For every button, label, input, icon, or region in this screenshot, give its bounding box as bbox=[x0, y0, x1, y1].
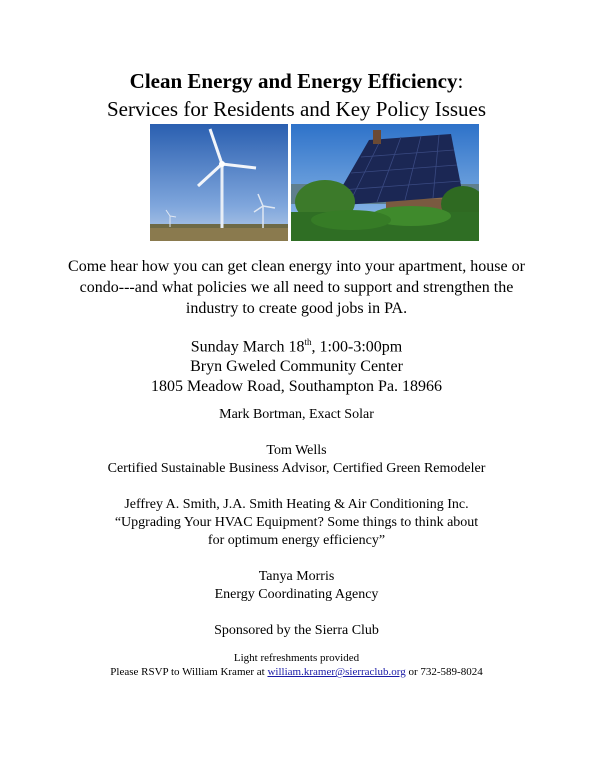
event-details bbox=[0, 332, 593, 397]
event-venue: Bryn Gweled Community Center bbox=[190, 358, 403, 376]
speaker-3-name: Jeffrey A. Smith, J.A. Smith Heating & Air Conditioning Inc. bbox=[124, 497, 469, 512]
speaker-list bbox=[0, 406, 593, 640]
event-date-time: , 1:00-3:00pm bbox=[311, 338, 403, 356]
title-colon: : bbox=[457, 69, 464, 93]
rsvp-suffix: or 732-589-8024 bbox=[405, 666, 483, 678]
title-line-2: Services for Residents and Key Policy Issues bbox=[106, 97, 487, 121]
event-date-prefix: Sunday March 18 bbox=[190, 338, 305, 356]
wind-turbine-photo bbox=[150, 124, 288, 241]
sponsor-line: Sponsored by the Sierra Club bbox=[214, 623, 379, 638]
speaker-4-name: Tanya Morris bbox=[258, 569, 335, 584]
email-link[interactable]: william.kramer@sierraclub.org bbox=[267, 666, 406, 678]
speaker-4-org: Energy Coordinating Agency bbox=[214, 587, 379, 602]
footer bbox=[0, 651, 593, 679]
intro-paragraph: Come hear how you can get clean energy into your apartment, house or condo---and what policies we all need to support and strengthen the industry to create good jobs in PA. bbox=[68, 258, 525, 317]
rsvp-prefix: Please RSVP to William Kramer at bbox=[110, 666, 268, 678]
speaker-2-title: Certified Sustainable Business Advisor, Certified Green Remodeler bbox=[107, 461, 486, 476]
refreshments-note: Light refreshments provided bbox=[233, 652, 360, 664]
rsvp-line bbox=[0, 665, 593, 679]
title-bold: Clean Energy and Energy Efficiency bbox=[129, 69, 458, 93]
event-date bbox=[0, 332, 593, 357]
speaker-2-name: Tom Wells bbox=[266, 443, 327, 458]
title-line-1 bbox=[0, 68, 593, 94]
speaker-1: Mark Bortman, Exact Solar bbox=[219, 407, 374, 422]
event-address: 1805 Meadow Road, Southampton Pa. 18966 bbox=[150, 378, 443, 396]
speaker-3-talk-line-1: “Upgrading Your HVAC Equipment? Some things to think about bbox=[114, 515, 479, 530]
event-date-sup: th bbox=[304, 337, 312, 347]
solar-house-photo bbox=[291, 124, 479, 241]
speaker-3-talk-line-2: for optimum energy efficiency” bbox=[207, 533, 386, 548]
